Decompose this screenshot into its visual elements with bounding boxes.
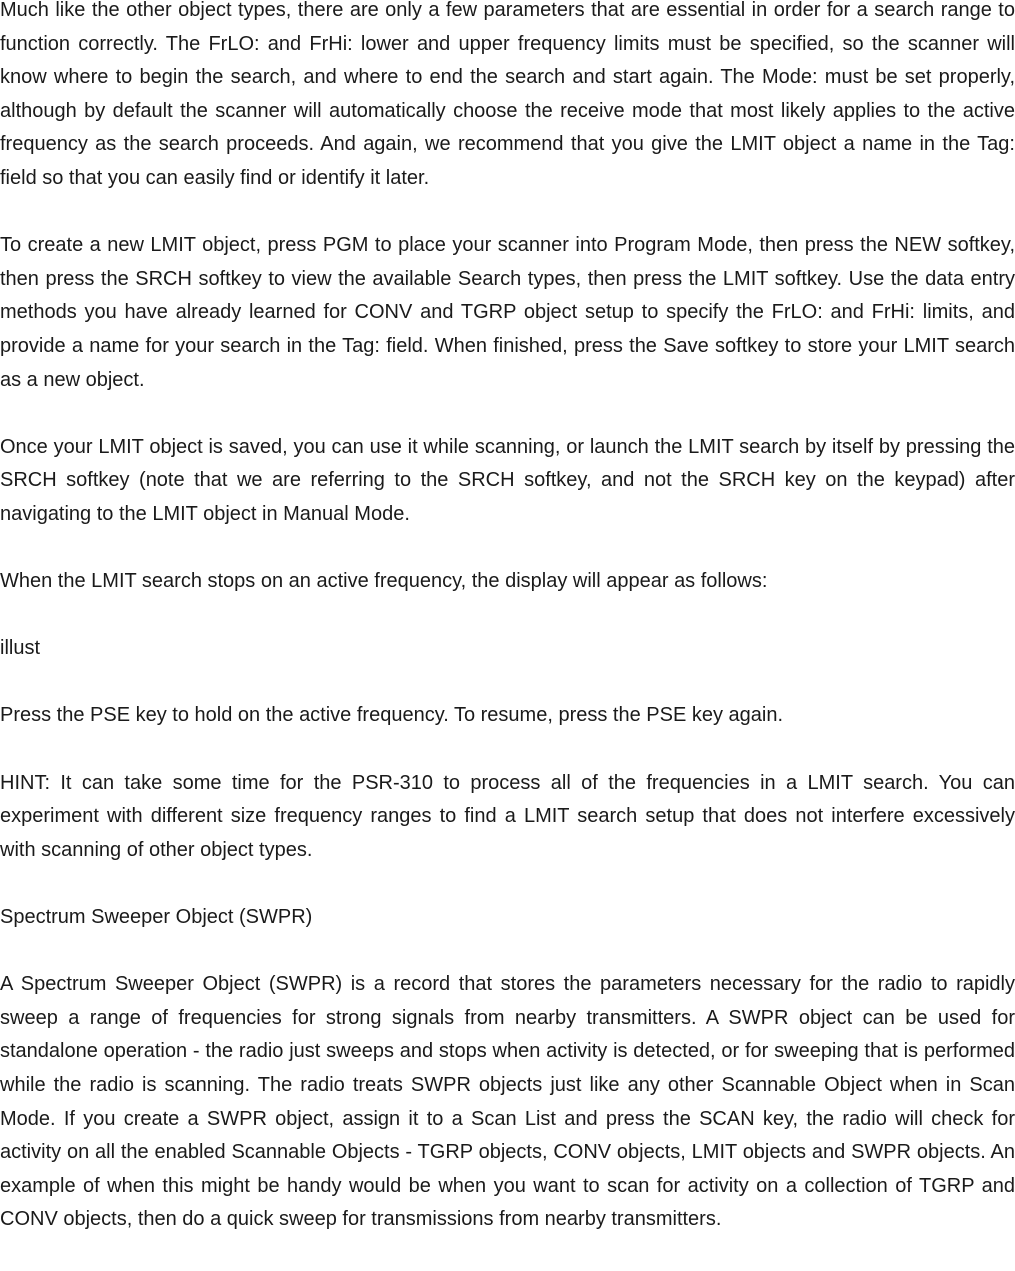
display-intro-paragraph: When the LMIT search stops on an active frequency, the display will appear as follows: xyxy=(0,570,768,593)
use-lmit-paragraph: Once your LMIT object is saved, you can use it while scanning, or launch the LMIT search by itself by pressing the SRCH softkey (note that we are referring to the SRCH softkey, and not the SRCH key on the keypad) after navigating to the LMIT object in Manual Mode. xyxy=(0,435,1015,525)
section-heading: Spectrum Sweeper Object (SWPR) xyxy=(0,906,313,929)
pse-key-paragraph: Press the PSE key to hold on the active frequency. To resume, press the PSE key again. xyxy=(0,704,784,727)
illustration-placeholder: illust xyxy=(0,637,41,660)
hint-paragraph: HINT: It can take some time for the PSR-310 to process all of the frequencies in a LMIT search. You can experiment with different size frequency ranges to find a LMIT search setup that does not interfere excessively with scanning of other object types. xyxy=(0,771,1015,861)
lmit-parameters-paragraph: Much like the other object types, there are only a few parameters that are essential in order for a search range to function correctly. The FrLO: and FrHi: lower and upper frequency limits must be specified, so the scanner will know where to begin the search, and where to end the search and start again. The Mode: must be set properly, although by default the scanner will automatically choose the receive mode that most likely applies to the active frequency as the search proceeds. And again, we recommend that you give the LMIT object a name in the Tag: field so that you can easily find or identify it later. xyxy=(0,0,1015,189)
swpr-description-paragraph: A Spectrum Sweeper Object (SWPR) is a record that stores the parameters necessary for the radio to rapidly sweep a range of frequencies for strong signals from nearby transmitters. A SWPR object can be used for standalone operation - the radio just sweeps and stops when activity is detected, or for sweeping that is performed while the radio is scanning. The radio treats SWPR objects just like any other Scannable Object when in Scan Mode. If you create a SWPR object, assign it to a Scan List and press the SCAN key, the radio will check for activity on all the enabled Scannable Objects - TGRP objects, CONV objects, LMIT objects and SWPR objects. An example of when this might be handy would be when you want to scan for activity on a collection of TGRP and CONV objects, then do a quick sweep for transmissions from nearby transmitters. xyxy=(0,973,1015,1231)
create-lmit-paragraph: To create a new LMIT object, press PGM to place your scanner into Program Mode, then press the NEW softkey, then press the SRCH softkey to view the available Search types, then press the LMIT softkey. Use the data entry methods you have already learned for CONV and TGRP object setup to specify the FrLO: and FrHi: limits, and provide a name for your search in the Tag: field. When finished, press the Save softkey to store your LMIT search as a new object. xyxy=(0,234,1015,391)
